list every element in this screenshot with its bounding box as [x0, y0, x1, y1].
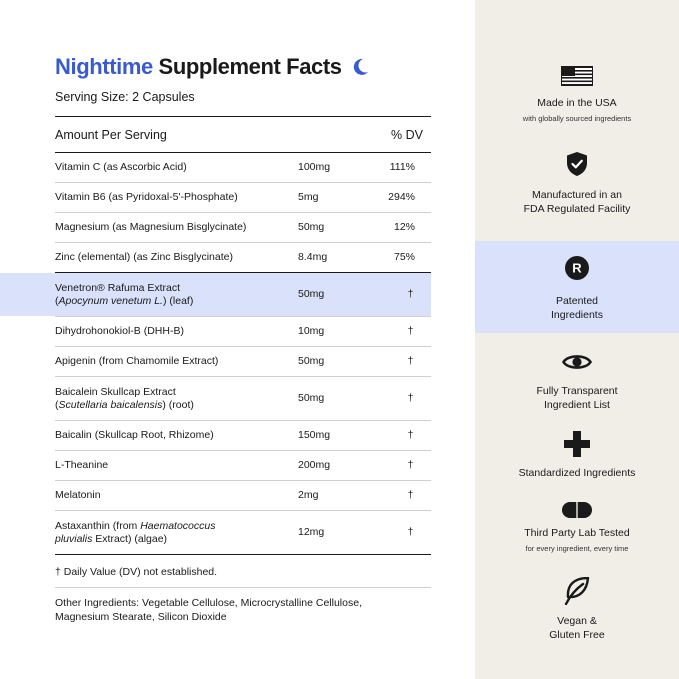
table-row: Baicalein Skullcap Extract (Scutellaria baicalensis) (root) 50mg †	[55, 377, 431, 421]
title-accent: Nighttime	[55, 54, 153, 79]
table-row: Vitamin C (as Ascorbic Acid) 100mg 111%	[55, 153, 431, 183]
dv-header: % DV	[391, 127, 423, 142]
other-ingredients: Other Ingredients: Vegetable Cellulose, Microcrystalline Cellulose, Magnesium Stearate, Silicon Dioxide	[55, 597, 362, 623]
table-row: Melatonin 2mg †	[55, 481, 431, 511]
table-row: Zinc (elemental) (as Zinc Bisglycinate) 8.4mg 75%	[55, 243, 431, 273]
table-row: Astaxanthin (from Haematococcus pluvialis Extract) (algae) 12mg †	[55, 511, 431, 555]
title-rest: Supplement Facts	[152, 54, 342, 79]
registered-icon	[565, 256, 589, 280]
plus-icon	[564, 431, 590, 457]
amount-header: Amount Per Serving	[55, 127, 167, 142]
leaf-icon	[564, 577, 590, 605]
badge-vegan: Vegan & Gluten Free	[475, 577, 679, 642]
badge-transparent: Fully Transparent Ingredient List	[475, 352, 679, 412]
dv-footnote: † Daily Value (DV) not established.	[55, 566, 218, 578]
table-row: Magnesium (as Magnesium Bisglycinate) 50mg 12%	[55, 213, 431, 243]
table-row-highlighted: Venetron® Rafuma Extract (Apocynum venetum L.) (leaf) 50mg †	[55, 273, 431, 317]
divider	[55, 587, 431, 588]
svg-text:R: R	[572, 260, 582, 276]
badge-fda-facility: Manufactured in an FDA Regulated Facility	[475, 151, 679, 216]
badge-lab-tested: Third Party Lab Tested for every ingredient, every time	[475, 502, 679, 554]
feature-sidebar	[475, 0, 679, 679]
table-row: Dihydrohonokiol-B (DHH-B) 10mg †	[55, 317, 431, 347]
shield-check-icon	[566, 151, 588, 177]
badge-made-in-usa: Made in the USA with globally sourced ingredients	[475, 66, 679, 124]
eye-icon	[562, 352, 592, 372]
table-row: Apigenin (from Chamomile Extract) 50mg †	[55, 347, 431, 377]
badge-patented: R Patented Ingredients	[475, 256, 679, 322]
capsule-icon	[562, 502, 592, 518]
serving-size: Serving Size: 2 Capsules	[55, 90, 195, 104]
moon-icon	[353, 58, 369, 76]
table-row: L-Theanine 200mg †	[55, 451, 431, 481]
supplement-table	[55, 116, 431, 555]
table-row: Vitamin B6 (as Pyridoxal-5'-Phosphate) 5mg 294%	[55, 183, 431, 213]
table-header	[55, 117, 431, 153]
us-flag-icon	[561, 66, 593, 86]
badge-standardized: Standardized Ingredients	[475, 431, 679, 480]
table-row: Baicalin (Skullcap Root, Rhizome) 150mg †	[55, 421, 431, 451]
page-title	[55, 54, 369, 80]
